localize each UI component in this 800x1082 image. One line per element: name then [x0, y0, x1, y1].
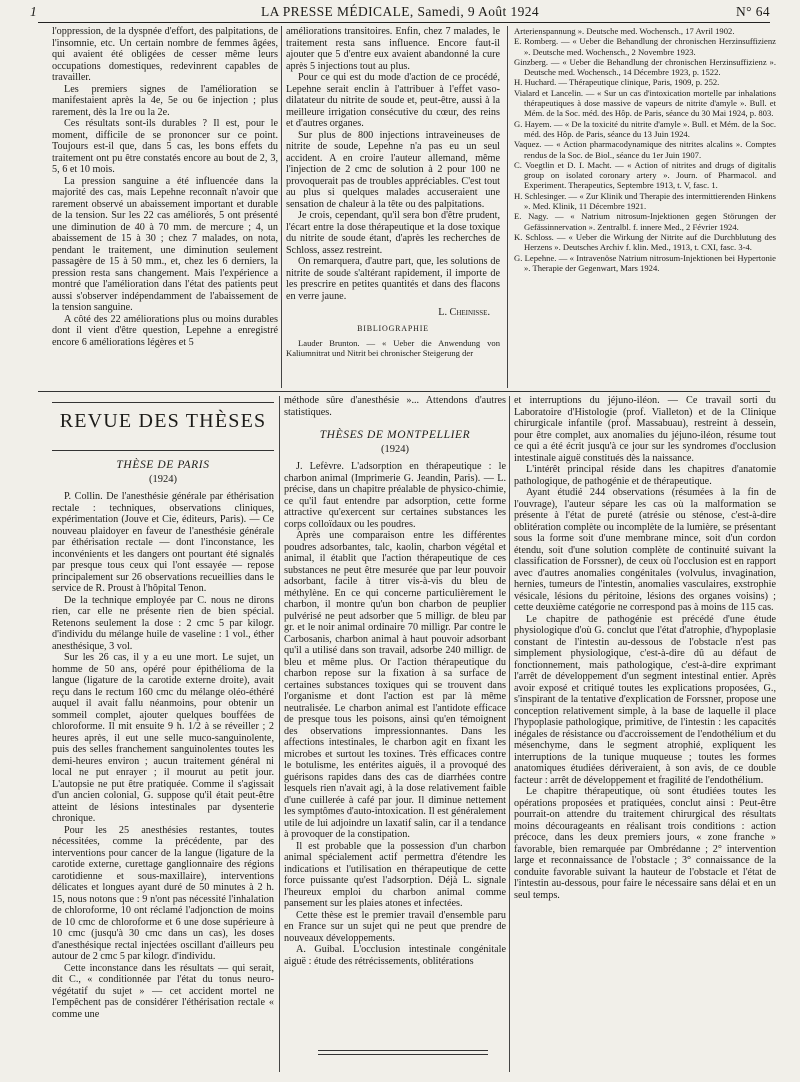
bibliography-entry: G. Lepehne. — « Intravenöse Natrium nitrosum-Injektionen bei Hypertonie ». Therapie der Gegenwart, Mars 1924.	[514, 252, 776, 273]
paragraph: La pression sanguine a été influencée dans la majorité des cas, mais Lepehne reconnaît n'avoir que rarement observé un abaissement important et durable de la tension. Sur les 22 cas améliorés, 5 ont présenté une diminution de 40 à 70 mm. de mercure ; 4, un abaissement de 15 à 30 ; chez 7 malades, on nota, pendant le traitement, une diminution seulement passagère de 15 à 50 mm., et, chez les 6 derniers, la pression resta sans changement. Mais l'expérience a montré que l'amélioration dans l'état des patients peut aussi s'observer indépendamment de l'abaissement de la tension sanguine.	[52, 175, 278, 313]
bibliography-entry: H. Huchard. — Thérapeutique clinique, Paris, 1909, p. 252.	[514, 77, 720, 88]
column-divider	[279, 396, 280, 1072]
page-header	[30, 4, 770, 22]
top-column-3-bibliography	[514, 26, 776, 273]
paragraph: Je crois, cependant, qu'il sera bon d'être prudent, l'écart entre la dose thérapeutique et la dose toxique du nitrite de soude étant, d'après les recherches de Schloss, assez restreint.	[286, 210, 500, 256]
paragraph: Le chapitre thérapeutique, où sont étudiées toutes les opérations proposées et pratiquées, conclut ainsi : Peut-être pourrait-on attendre du traitement chirurgical des résultats moins décourageants en réalisant trois conditions : action précoce, dans les deux premiers jours, « zone franche » favorable, bien remarquée par Ombrédanne ; 2° intervention large et reconnaissance de l'obstacle ; 3° connaissance de la conduite favorable suivant la hauteur de l'obstacle et l'état de l'intestin au-dessous, pour faire le nécessaire sans délai et en un seul temps.	[514, 786, 776, 901]
bibliography-entry: C. Voegtlin et D. I. Macht. — « Action of nitrites and drugs of digitalis group on isolated coronary artery ». Journ. of Pharmacol. and Experiment. Therapeutics, Septembre 1913, t. V, fasc. 1.	[514, 159, 776, 191]
bottom-column-2	[284, 395, 506, 967]
journal-title: LA PRESSE MÉDICALE, Samedi, 9 Août 1924	[260, 4, 540, 19]
paragraph: J. Lefèvre. L'adsorption en thérapeutique : le charbon animal (Imprimerie G. Jeandin, Paris). — L. précise, dans un chapitre préalable de physico-chimie, ce qu'il faut entendre par adsorption, cette forme attractive qu'exercent sur certaines substances les corps colloïdaux ou les poudres.	[284, 461, 506, 530]
subsection-year: (1924)	[149, 473, 177, 485]
paragraph: méthode sûre d'anesthésie »... Attendons d'autres statistiques.	[284, 395, 506, 418]
title-rule-top	[52, 402, 274, 403]
bibliography-entry: Arterienspannung ». Deutsche med. Wochensch., 17 Avril 1902.	[514, 26, 735, 36]
page-number: 1	[30, 4, 38, 19]
paragraph: P. Collin. De l'anesthésie générale par éthérisation rectale : techniques, observations cliniques, expérimentation (Jouve et Cie, éditeurs, Paris). — Ce nouveau plaidoyer en faveur de l'anesthésie générale par éthérisation rectale — dont l'inconstance, les inconvénients et les dangers ont pourtant été signalés par presque tous ceux qui l'ont essayée — repose principalement sur 26 observations recueillies dans le service de R. Proust à l'hôpital Tenon.	[52, 491, 274, 594]
bibliography-entry: H. Schlesinger. — « Zur Klinik und Therapie des intermittierenden Hinkens ». Med. Klinik, 11 Décembre 1921.	[514, 190, 776, 212]
paragraph: Il est probable que la possession d'un charbon animal spécialement actif permettra d'étendre les indications et l'utilisation en thérapeutique de cette force puissante qu'est l'adsorption. Déjà L. signale l'heureux emploi du charbon animal comme pansement sur les plaies atones et infectées.	[284, 840, 506, 909]
bibliography-entry: Vaquez. — « Action pharmacodynamique des nitrites alcalins ». Comptes rendus de la Soc. de Biol., séance du 1er Juin 1907.	[514, 139, 776, 160]
top-column-1	[52, 26, 278, 348]
end-rule-thin	[318, 1054, 488, 1055]
title-rule-bottom	[52, 450, 274, 451]
paragraph: A. Guibal. L'occlusion intestinale congénitale aiguë : étude des rétrécissements, oblitérations	[284, 944, 506, 967]
paragraph: L'intérêt principal réside dans les chapitres d'anatomie pathologique, de pathogénie et de thérapeutique.	[514, 464, 776, 487]
paragraph: et interruptions du jéjuno-iléon. — Ce travail sorti du Laboratoire d'Histologie (prof. Vialleton) et de la Clinique chirurgicale infantile (prof. Massabuau), restreint à dessein, pour être complet, aux anomalies du jéjuno-iléon, résume tout ce qui a été écrit jusqu'à ce jour sur les syndromes d'occlusion intestinale aiguë constitués dès la naissance.	[514, 395, 776, 464]
bibliography-entry: Lauder Brunton. — « Ueber die Anwendung von Kaliumnitrat und Nitrit bei chronischer Steigerung der	[286, 338, 500, 359]
paragraph: Cette inconstance dans les résultats — qui serait, dit C., « conditionnée par l'état du tonus neuro-végétatif du sujet » — cet accident mortel ne l'empêchent pas de considérer l'éthérisation rectale « comme une	[52, 962, 274, 1020]
bottom-column-1	[52, 456, 274, 1020]
top-column-2	[286, 26, 500, 359]
bibliography-entry: Ginzberg. — « Ueber die Behandlung der chronischen Herzinsuffizienz ». Deutsche med. Wochensch., 14 Décembre 1923, p. 1522.	[514, 56, 776, 78]
paragraph: Le chapitre de pathogénie est précédé d'une étude physiologique d'où G. conclut que l'état d'atrophie, d'hypoplasie constant de l'intestin au-dessous de l'obstacle n'est pas simplement physiologique, c'est-à-dire dû au défaut de fonctionnement, mais pathologique, c'est-à-dire exprimant l'arrêt de développement d'un segment intestinal entier. Après avoir exposé et critiqué toutes les explications proposées, G., s'inspirant de la tentative d'explication de Forssner, propose une conception relativement simple, à la base de laquelle il place l'hypoplasie pathologique, primitive, de l'intestin : les capacités inégales de résistance ou d'accroissement de l'endothélium et du mésenchyme, dans le segment atrophié, expliquent les interruptions de la tunique muqueuse ; toutes les formes anatomiques étudiées dériveraient, à son avis, de ce double facteur : arrêt de développement et fragilité de l'endothélium.	[514, 613, 776, 786]
end-rule	[318, 1050, 488, 1051]
bibliography-title: BIBLIOGRAPHIE	[357, 323, 429, 333]
subsection-title: THÈSE DE PARIS	[116, 459, 210, 471]
section-divider	[38, 391, 770, 392]
paragraph: Pour ce qui est du mode d'action de ce procédé, Lepehne serait enclin à l'attribuer à l'effet vaso-dilatateur du nitrite de soude et, peut-être, aussi à la meilleure irrigation consécutive du cœur, des reins et d'autres organes.	[286, 72, 500, 129]
bibliography-entry: G. Hayem. — « De la toxicité du nitrite d'amyle ». Bull. et Mém. de la Soc. méd. des Hôp. de Paris, séance du 13 Juin 1924.	[514, 118, 776, 139]
column-divider	[281, 26, 282, 388]
bottom-column-3	[514, 395, 776, 901]
column-divider	[509, 396, 510, 1072]
paragraph: Ces résultats sont-ils durables ? Il est, pour le moment, difficile de se prononcer sur ce point. Toujours est-il que, dans 5 cas, les bons effets du traitement ont pu être constatés encore au bout de 2, 3, 5, 6 et 10 mois.	[52, 118, 278, 175]
subsection-year: (1924)	[381, 443, 409, 455]
header-rule	[38, 22, 770, 23]
issue-number: N° 64	[735, 4, 770, 19]
paragraph: Cette thèse est le premier travail d'ensemble paru en France sur un sujet qui ne peut que prendre de nouveaux développements.	[284, 909, 506, 944]
bibliography-entry: E. Nagy. — « Natrium nitrosum-Injektionen gegen Störungen der Gefässinnervation ». Zentralbl. f. innere Med., 2 Février 1924.	[514, 211, 776, 232]
paragraph: A côté des 22 améliorations plus ou moins durables dont il vient d'être question, Lepehne a enregistré encore 6 améliorations légères et 5	[52, 313, 278, 348]
subsection-title: THÈSES DE MONTPELLIER	[319, 429, 471, 441]
paragraph: Pour les 25 anesthésies restantes, toutes nécessitées, comme la précédente, par des interventions pour cancer de la langue (ligature de la carotide externe, curettage ganglionnaire des régions carotidienne et sous-maxillaire), interventions délicates et longues ayant duré de 50 minutes à 2 h. 15, nous notons que : 9 n'ont pas nécessité l'inhalation de chloroforme, 10 ont réclamé l'adjonction de moins de 10 cmc de chloroforme et 6 une dose supérieure à 10 cmc (jusqu'à 30 cmc dans un cas), les doses d'anesthésique rectal injectées oscillant d'ailleurs peu autour de 2 cmc 5 par kilogr. d'individu.	[52, 824, 274, 962]
column-divider	[507, 26, 508, 388]
paragraph: Sur les 26 cas, il y a eu une mort. Le sujet, un homme de 50 ans, opéré pour épithélioma de la langue (ligature de la carotide externe droite), avait reçu dans le rectum 160 cmc du mélange oléo-éthéré auquel il avait fallu néanmoins, pour obtenir un sommeil complet, ajouter quelques bouffées de chloroforme. Il mit ensuite 9 h. 1/2 à se réveiller ; 2 heures après, il eut une selle muco-sanguinolente, puis des selles franchement sanguinolentes toutes les demi-heures environ ; aucun traitement général ni local ne put enrayer ; il mourut au petit jour. L'autopsie ne put être pratiquée. Comme il s'agissait d'un ancien colonial, G. suppose qu'il était peut-être atteint de lésions intestinales par dysenterie chronique.	[52, 652, 274, 824]
section-title: REVUE DES THÈSES	[59, 410, 267, 432]
paragraph: Après une comparaison entre les différentes poudres adsorbantes, talc, kaolin, charbon végétal et animal, il établit que l'action thérapeutique de ces substances ne peut être mesurée que par leur pouvoir adsorbant, facile à titrer vis-à-vis du bleu de méthylène. En ce qui concerne particulièrement le charbon, il montre qu'un bon charbon de peuplier pulvérisé ne peut adsorber que 5 milligr. de bleu par gr. et le noir animal ordinaire 70 milligr. Par contre le Carbosanis, charbon animal à haut pouvoir adsorbant qu'il a utilisé dans son travail, adsorbe 240 milligr. de bleu et même plus. Or l'action thérapeutique du charbon repose sur la fixation à sa surface de certaines substances toxiques qui se trouvent dans l'organisme et dont l'action est par là même neutralisée. Le charbon animal est l'antidote efficace de presque tous les poisons, ainsi qu'en témoignent des observations impressionnantes. Dans les affections intestinales, le charbon agit en fixant les microbes et surtout les toxines. Très efficaces contre le botulisme, les entérites aiguës, il a provoqué des guérisons rapides dans des cas de diarrhées contre lesquels rien n'avait agi, à la dose relativement faible d'une cuillerée à café par jour. Il diminue nettement les symptômes d'auto-intoxication. Il est généralement utile de lui adjoindre un laxatif salin, car il a tendance à provoquer de la constipation.	[284, 530, 506, 840]
bibliography-entry: E. Romberg. — « Ueber die Behandlung der chronischen Herzinsuffizienz ». Deutsche med. Wochensch., 2 Novembre 1923.	[514, 36, 776, 57]
paragraph: Les premiers signes de l'amélioration se manifestaient après la 4e, 5e ou 6e injection ; plus rarement, dès la 1re ou la 2e.	[52, 83, 278, 118]
paragraph: Sur plus de 800 injections intraveineuses de nitrite de soude, Lepehne n'a pas eu un seul accident. A en croire l'auteur allemand, même l'injection de 2 cmc de solution à 2 pour 100 ne provoquerait pas de troubles appréciables. C'est tout au plus si quelques malades accuseraient une sensation de chaleur à la tête ou des palpitations.	[286, 129, 500, 210]
paragraph: l'oppression, de la dyspnée d'effort, des palpitations, de l'insomnie, etc. Un certain nombre de femmes âgées, qui avaient été obligées de cesser même leurs occupations domestiques, redevinrent capables de travailler.	[52, 26, 278, 83]
paragraph: On remarquera, d'autre part, que, les solutions de nitrite de soude s'altérant rapidement, il importe de les prescrire en petites quantités et dans des flacons en verre jaune.	[286, 256, 500, 302]
bibliography-entry: Vialard et Lancelin. — « Sur un cas d'intoxication mortelle par inhalations thérapeutiques à dose massive de vapeurs de nitrite d'amyle ». Bull. et Mém. de la Soc. méd. des Hôp. de Paris, séance du 30 Mai 1924, p. 803.	[514, 87, 776, 119]
bibliography-entry: K. Schloss. — « Ueber die Wirkung der Nitrite auf die Durchblutung des Herzens ». Deutsches Archiv f. klin. Med., 1913, t. CXI, fasc. 3-4.	[514, 231, 776, 253]
author-signature: L. Cheinisse.	[438, 307, 490, 318]
paragraph: Ayant étudié 244 observations (résumées à la fin de l'ouvrage), l'auteur sépare les cas où la malformation se présente à l'état de pureté (atrésie ou sténose, c'est-à-dire oblitération complète ou incomplète de la lumière, se présentant sous la forme soit d'une membrane mince, soit d'un cordon étendu, soit d'une solution complète de continuité suivant la classification de Forssner), de ceux où l'occlusion est en rapport avec d'autres anomalies congénitales (volvulus, invagination, hernies, tumeurs de l'intestin, anomalies vasculaires, exstrophie vésicale, lésions du péritoine, lésions des organes voisins) ; cette deuxième catégorie ne correspond pas à moins de 115 cas.	[514, 487, 776, 613]
paragraph: De la technique employée par C. nous ne dirons rien, car elle ne présente rien de bien spécial. Retenons seulement la dose : 2 cmc 5 par kilogr. d'individu du mélange huile de vaseline : 1 vol., éther anesthésique, 3 vol.	[52, 594, 274, 652]
paragraph: améliorations transitoires. Enfin, chez 7 malades, le traitement resta sans influence. Encore faut-il ajouter que 5 d'entre eux avaient abandonné la cure après 5 injections tout au plus.	[286, 26, 500, 72]
